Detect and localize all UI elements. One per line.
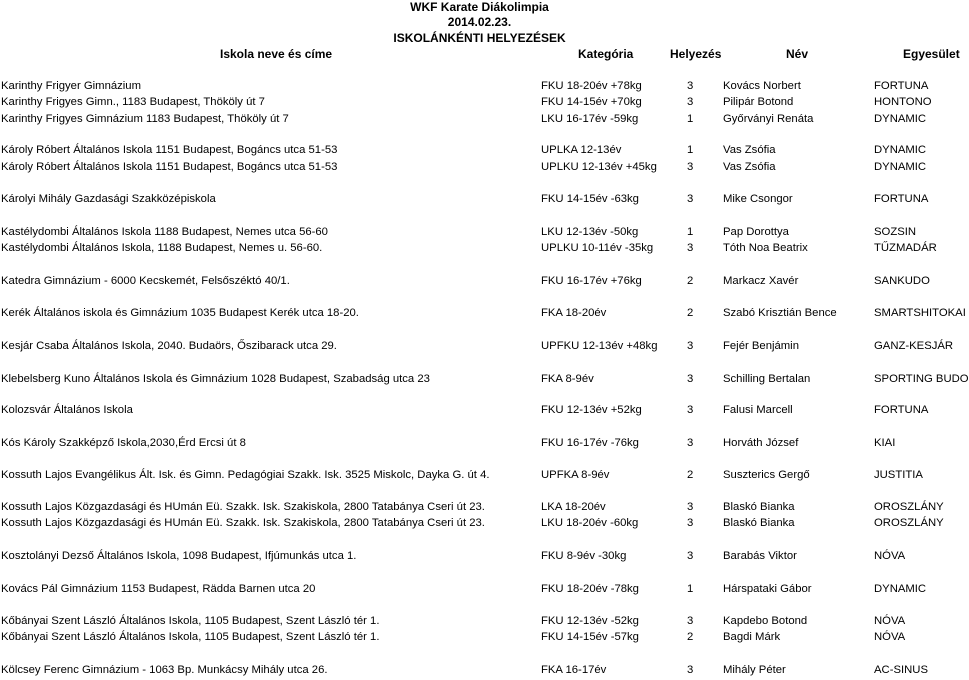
category-cell: FKU 16-17év -76kg	[541, 437, 639, 449]
school-cell: Katedra Gimnázium - 6000 Kecskemét, Felsőszéktó 40/1.	[1, 275, 290, 287]
name-cell: Horváth József	[723, 437, 799, 449]
club-cell: OROSZLÁNY	[874, 501, 944, 513]
table-row	[0, 226, 959, 242]
category-cell: FKA 18-20év	[541, 307, 607, 319]
club-cell: DYNAMIC	[874, 144, 927, 156]
club-cell: FORTUNA	[874, 193, 929, 205]
column-header-placement: Helyezés	[670, 47, 722, 61]
school-cell: Kastélydombi Általános Iskola, 1188 Budapest, Nemes u. 56-60.	[1, 242, 323, 254]
category-cell: FKU 14-15év -63kg	[541, 193, 639, 205]
category-cell: FKU 12-13év -52kg	[541, 615, 639, 627]
placement-cell: 2	[687, 275, 694, 287]
club-cell: TŰZMADÁR	[874, 242, 937, 254]
club-cell: GANZ-KESJÁR	[874, 340, 954, 352]
category-cell: UPLKA 12-13év	[541, 144, 622, 156]
placement-cell: 1	[687, 226, 694, 238]
school-cell: Kerék Általános iskola és Gimnázium 1035 Budapest Kerék utca 18-20.	[1, 307, 359, 319]
name-cell: Hárspataki Gábor	[723, 583, 812, 595]
club-cell: HONTONO	[874, 96, 932, 108]
placement-cell: 2	[687, 307, 694, 319]
club-cell: SMARTSHITOKAI	[874, 307, 966, 319]
club-cell: NÓVA	[874, 550, 906, 562]
category-cell: FKU 14-15év +70kg	[541, 96, 642, 108]
club-cell: JUSTITIA	[874, 469, 923, 481]
school-cell: Kossuth Lajos Evangélikus Ált. Isk. és Gimn. Pedagógiai Szakk. Isk. 3525 Miskolc, Dayka G. út 4.	[1, 469, 490, 481]
placement-cell: 3	[687, 404, 694, 416]
school-cell: Karinthy Frigyes Gimnázium 1183 Budapest, Thököly út 7	[1, 113, 289, 125]
category-cell: FKU 18-20év +78kg	[541, 80, 642, 92]
school-cell: Karinthy Frigyer Gimnázium	[1, 80, 141, 92]
table-row	[0, 193, 959, 209]
name-cell: Mike Csongor	[723, 193, 793, 205]
category-cell: FKU 8-9év -30kg	[541, 550, 627, 562]
club-cell: FORTUNA	[874, 80, 929, 92]
school-cell: Károly Róbert Általános Iskola 1151 Budapest, Bogáncs utca 51-53	[1, 144, 338, 156]
club-cell: SANKUDO	[874, 275, 930, 287]
school-cell: Kőbányai Szent László Általános Iskola, 1105 Budapest, Szent László tér 1.	[1, 631, 380, 643]
club-cell: FORTUNA	[874, 404, 929, 416]
placement-cell: 1	[687, 583, 694, 595]
table-row	[0, 631, 959, 647]
club-cell: NÓVA	[874, 615, 906, 627]
placement-cell: 3	[687, 340, 694, 352]
name-cell: Kapdebo Botond	[723, 615, 808, 627]
name-cell: Kovács Norbert	[723, 80, 801, 92]
table-row	[0, 96, 959, 112]
school-cell: Kós Károly Szakképző Iskola,2030,Érd Ercsi út 8	[1, 437, 246, 449]
document-subtitle: ISKOLÁNKÉNTI HELYEZÉSEK	[393, 31, 566, 45]
category-cell: FKU 12-13év +52kg	[541, 404, 642, 416]
school-cell: Kovács Pál Gimnázium 1153 Budapest, Rädda Barnen utca 20	[1, 583, 316, 595]
table-row	[0, 501, 959, 517]
category-cell: UPFKU 12-13év +48kg	[541, 340, 658, 352]
placement-cell: 1	[687, 144, 694, 156]
placement-cell: 3	[687, 517, 694, 529]
name-cell: Fejér Benjámin	[723, 340, 799, 352]
placement-cell: 2	[687, 469, 694, 481]
table-row	[0, 275, 959, 291]
table-row	[0, 615, 959, 631]
club-cell: DYNAMIC	[874, 583, 927, 595]
category-cell: UPLKU 12-13év +45kg	[541, 161, 657, 173]
school-cell: Kolozsvár Általános Iskola	[1, 404, 133, 416]
column-header-category: Kategória	[578, 47, 634, 61]
table-row	[0, 113, 959, 129]
table-row	[0, 144, 959, 160]
column-header-name: Név	[786, 47, 809, 61]
name-cell: Blaskó Bianka	[723, 501, 795, 513]
name-cell: Barabás Viktor	[723, 550, 797, 562]
category-cell: LKU 16-17év -59kg	[541, 113, 639, 125]
club-cell: SPORTING BUDO	[874, 373, 969, 385]
placement-cell: 3	[687, 501, 694, 513]
club-cell: SOZSIN	[874, 226, 917, 238]
table-row	[0, 80, 959, 96]
club-cell: DYNAMIC	[874, 161, 927, 173]
club-cell: NÓVA	[874, 631, 906, 643]
name-cell: Pap Dorottya	[723, 226, 789, 238]
document-date: 2014.02.23.	[447, 15, 512, 29]
placement-cell: 3	[687, 664, 694, 676]
club-cell: OROSZLÁNY	[874, 517, 944, 529]
name-cell: Blaskó Bianka	[723, 517, 795, 529]
placement-cell: 2	[687, 631, 694, 643]
name-cell: Mihály Péter	[723, 664, 786, 676]
placement-cell: 3	[687, 193, 694, 205]
name-cell: Tóth Noa Beatrix	[723, 242, 808, 254]
table-row	[0, 469, 959, 485]
placement-cell: 3	[687, 80, 694, 92]
placement-cell: 3	[687, 161, 694, 173]
placement-cell: 3	[687, 437, 694, 449]
category-cell: UPFKA 8-9év	[541, 469, 610, 481]
table-row	[0, 242, 959, 258]
school-cell: Kőbányai Szent László Általános Iskola, 1105 Budapest, Szent László tér 1.	[1, 615, 380, 627]
name-cell: Pilipár Botond	[723, 96, 794, 108]
category-cell: FKU 16-17év +76kg	[541, 275, 642, 287]
category-cell: LKU 12-13év -50kg	[541, 226, 639, 238]
school-cell: Károlyi Mihály Gazdasági Szakközépiskola	[1, 193, 216, 205]
school-cell: Karinthy Frigyes Gimn., 1183 Budapest, Thököly út 7	[1, 96, 265, 108]
club-cell: KIAI	[874, 437, 896, 449]
name-cell: Szabó Krisztián Bence	[723, 307, 837, 319]
name-cell: Suszterics Gergő	[723, 469, 810, 481]
table-row	[0, 161, 959, 177]
table-row	[0, 664, 959, 680]
column-header-club: Egyesület	[903, 47, 960, 61]
column-header-school: Iskola neve és címe	[220, 47, 333, 61]
placement-cell: 3	[687, 615, 694, 627]
table-row	[0, 517, 959, 533]
placement-cell: 3	[687, 373, 694, 385]
name-cell: Bagdi Márk	[723, 631, 781, 643]
category-cell: FKA 16-17év	[541, 664, 607, 676]
document-title: WKF Karate Diákolimpia	[410, 0, 549, 14]
school-cell: Kosztolányi Dezső Általános Iskola, 1098 Budapest, Ifjúmunkás utca 1.	[1, 550, 357, 562]
name-cell: Győrványi Renáta	[723, 113, 814, 125]
school-cell: Kölcsey Ferenc Gimnázium - 1063 Bp. Munkácsy Mihály utca 26.	[1, 664, 328, 676]
name-cell: Schilling Bertalan	[723, 373, 811, 385]
table-row	[0, 404, 959, 420]
school-cell: Kastélydombi Általános Iskola 1188 Budapest, Nemes utca 56-60	[1, 226, 328, 238]
school-cell: Károly Róbert Általános Iskola 1151 Budapest, Bogáncs utca 51-53	[1, 161, 338, 173]
name-cell: Markacz Xavér	[723, 275, 799, 287]
table-row	[0, 373, 969, 389]
category-cell: UPLKU 10-11év -35kg	[541, 242, 654, 254]
school-cell: Klebelsberg Kuno Általános Iskola és Gimnázium 1028 Budapest, Szabadság utca 23	[1, 373, 430, 385]
table-row	[0, 583, 959, 599]
club-cell: DYNAMIC	[874, 113, 927, 125]
school-cell: Kossuth Lajos Közgazdasági és HUmán Eü. Szakk. Isk. Szakiskola, 2800 Tatabánya Cseri út 23.	[1, 517, 485, 529]
school-cell: Kossuth Lajos Közgazdasági és HUmán Eü. Szakk. Isk. Szakiskola, 2800 Tatabánya Cseri út 23.	[1, 501, 485, 513]
table-row	[0, 307, 966, 323]
placement-cell: 3	[687, 550, 694, 562]
table-row	[0, 340, 959, 356]
category-cell: LKU 18-20év -60kg	[541, 517, 639, 529]
placement-cell: 3	[687, 96, 694, 108]
placement-cell: 3	[687, 242, 694, 254]
placement-cell: 1	[687, 113, 694, 125]
name-cell: Vas Zsófia	[723, 144, 776, 156]
club-cell: AC-SINUS	[874, 664, 928, 676]
category-cell: FKU 14-15év -57kg	[541, 631, 639, 643]
table-row	[0, 437, 959, 453]
category-cell: LKA 18-20év	[541, 501, 606, 513]
school-cell: Kesjár Csaba Általános Iskola, 2040. Budaörs, Őszibarack utca 29.	[1, 340, 337, 352]
category-cell: FKU 18-20év -78kg	[541, 583, 639, 595]
name-cell: Falusi Marcell	[723, 404, 793, 416]
table-row	[0, 550, 959, 566]
name-cell: Vas Zsófia	[723, 161, 776, 173]
category-cell: FKA 8-9év	[541, 373, 594, 385]
